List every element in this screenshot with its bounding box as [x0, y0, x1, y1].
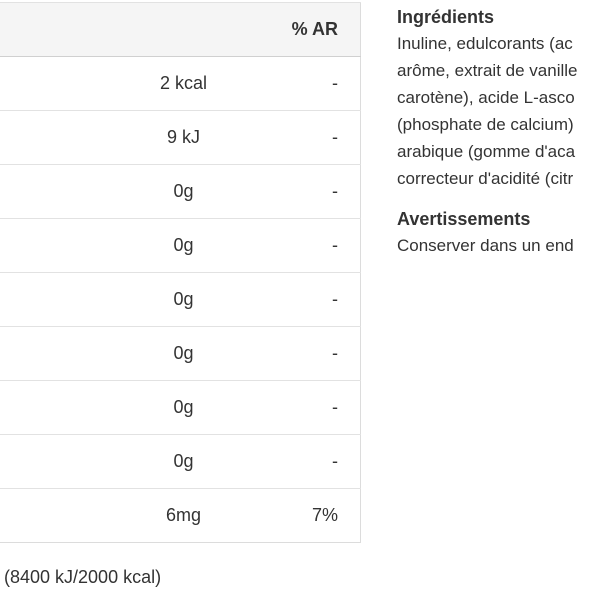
ingredients-title: Ingrédients: [397, 7, 495, 27]
table-row: [0, 273, 361, 327]
warnings-line: Conserver dans un end: [397, 236, 574, 255]
nutrient-name-cell: [0, 219, 45, 273]
nutrient-value-cell: 9 kJ: [45, 111, 271, 165]
nutrient-ar-cell: -: [271, 219, 361, 273]
nutrient-name-cell: [0, 435, 45, 489]
ingredients-line: arabique (gomme d'aca: [397, 142, 576, 161]
ingredients-line: arôme, extrait de vanille: [397, 61, 578, 80]
nutrient-value-cell: 6mg: [45, 489, 271, 543]
header-ar-cell: % AR: [271, 3, 361, 57]
nutrient-ar-cell: -: [271, 57, 361, 111]
table-row: [0, 165, 361, 219]
nutrient-ar-cell: -: [271, 435, 361, 489]
nutrition-table: [0, 2, 361, 543]
nutrient-ar-cell: -: [271, 273, 361, 327]
nutrient-name-cell: [0, 381, 45, 435]
nutrient-value-cell: 0g: [45, 219, 271, 273]
table-row: [0, 381, 361, 435]
nutrient-value-cell: 0g: [45, 327, 271, 381]
nutrient-value-cell: 0g: [45, 273, 271, 327]
ingredients-line: carotène), acide L-asco: [397, 88, 575, 107]
table-row: [0, 111, 361, 165]
table-row: [0, 57, 361, 111]
nutrient-name-cell: [0, 489, 45, 543]
nutrient-name-cell: [0, 273, 45, 327]
product-details: [397, 4, 600, 259]
nutrient-ar-cell: 7%: [271, 489, 361, 543]
nutrient-name-cell: [0, 165, 45, 219]
ingredients-line: Inuline, edulcorants (ac: [397, 34, 573, 53]
nutrient-value-cell: 2 kcal: [45, 57, 271, 111]
header-name-cell: [0, 3, 45, 57]
table-row: [0, 489, 361, 543]
reference-intake-note: (8400 kJ/2000 kcal): [4, 567, 162, 587]
nutrient-ar-cell: -: [271, 165, 361, 219]
ingredients-line: correcteur d'acidité (citr: [397, 169, 574, 188]
table-row: [0, 327, 361, 381]
header-value-cell: [45, 3, 271, 57]
nutrient-name-cell: [0, 327, 45, 381]
nutrient-ar-cell: -: [271, 327, 361, 381]
nutrient-value-cell: 0g: [45, 435, 271, 489]
warnings-title: Avertissements: [397, 209, 531, 229]
nutrient-ar-cell: -: [271, 111, 361, 165]
nutrient-value-cell: 0g: [45, 165, 271, 219]
nutrient-value-cell: 0g: [45, 381, 271, 435]
ingredients-line: (phosphate de calcium): [397, 115, 574, 134]
nutrient-name-cell: [0, 57, 45, 111]
nutrient-ar-cell: -: [271, 381, 361, 435]
table-row: [0, 219, 361, 273]
table-row: [0, 435, 361, 489]
nutrient-name-cell: [0, 111, 45, 165]
nutrition-table-header: [0, 3, 361, 57]
